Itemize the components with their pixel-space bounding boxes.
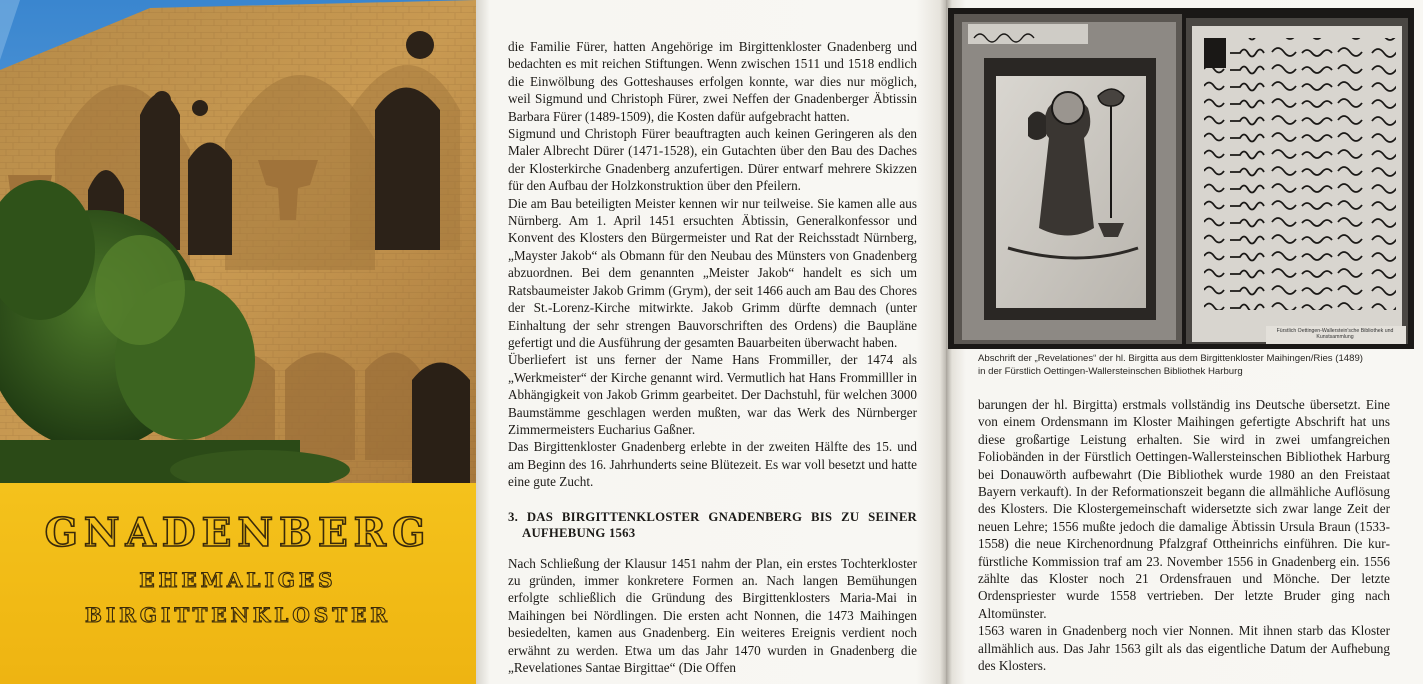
middle-text-column: [508, 38, 917, 676]
paragraph: Die am Bau beteiligten Meister kennen wir nur teilweise. Sie kamen alle aus Nürnberg. Am 1. April 1451 ersuchten Äbtissin, Generalkonfessor und Konvent des Klosters den Bürgermeister und Rat der Reichsstadt Nürnberg, „Mayster Jakob“ als Obmann für den Neubau des Münsters von Gnadenberg abzuordnen. Bei dem genannten „Meister Jakob“ handelt es sich um Ratsbaumeister Jakob Grimm (Grym), der seit 1466 auch am Bau des Chores der St.-Lorenz-Kirche mitwirkte. Jakob Grimm dürfte demnach (unter Einhaltung der sehr strengen Bauvorschriften des Ordens) die Baupläne gefertigt und die Ausführung der gesamten Bauarbeiten überwacht haben.: [508, 195, 917, 350]
paragraph: Sigmund und Christoph Fürer beauftragten auch keinen Geringeren als den Maler Albrecht Dürer (1471-1528), ein Gutachten über den Bau des Daches der Klosterkirche Gnadenberg anzufertigen. Dürer entwarf mehrere Skizzen für den Aufbau der Holzkonstruktion über den Pfeilern.: [508, 126, 917, 194]
cover-title: GNADENBERG: [44, 510, 432, 556]
manuscript-photo: [948, 8, 1414, 349]
paragraph: Überliefert ist uns ferner der Name Hans Frommiller, der 1474 als „Werkmeister“ der Kirche genannt wird. Vermutlich hat Hans Frommilller in Abhängigkeit von Jakob Grimm gearbeitet. Der Dachstuhl, für welchen 3000 Baumstämme geschlagen werden mußten, war das Werk des Nürnberger Zimmermeisters Eucharius Gaßner.: [508, 352, 917, 437]
paragraph: Nach Schließung der Klausur 1451 nahm der Plan, ein erstes Tochterkloster zu gründen, immer konkretere Formen an. Nach langen Bemühungen erfolgte schließlich die Gründung des Birgittenklosters Maria-Mai in Maihingen bei Nördlingen. Die ersten acht Nonnen, die 1473 Maihingen besiedelten, kamen aus Gnadenberg. Ein weiteres Ereignis verdient noch erwähnt zu werden. Etwa um das Jahr 1470 wurden in Gnadenberg die „Revelationes Santae Birgittae“ (Die Offen: [508, 555, 917, 675]
cover-subtitle-line2: BIRGITTENKLOSTER: [85, 603, 391, 627]
paragraph: Das Birgittenkloster Gnadenberg erlebte in der zweiten Hälfte des 15. und am Beginn des 16. Jahrhunderts seine Blütezeit. Es war voll besetzt und hatte eine gute Zucht.: [508, 439, 917, 490]
right-text-column: [978, 396, 1390, 675]
section-heading: 3. DAS BIRGITTENKLOSTER GNADENBERG BIS ZU SEINER AUFHEBUNG 1563: [508, 509, 917, 540]
caption-line: Abschrift der „Revelationes“ der hl. Birgitta aus dem Birgittenkloster Maihingen/Ries (1489): [978, 353, 1363, 364]
cover-panel: [0, 0, 476, 684]
paragraph: barungen der hl. Birgitta) erstmals vollständig ins Deutsche übersetzt. Eine von einem Ordensmann im Kloster Maihingen gefertigte Abschrift hat uns diese großartige Leistung erhalten. Sie wird in zwei umfangreichen Foliobänden in der Fürstlich Oettingen-Wallersteinschen Bibliothek Harburg bei Donauwörth aufbewahrt (Die Bibliothek wurde 1980 an den Freistaat Bayern verkauft). In der Reformationszeit begann die allmähliche Auflösung des Klosters. Die Klostergemeinschaft widersetzte sich zwar lange Zeit der neuen Lehre; 1556 mußte jedoch die damalige Äbtissin Ursula Braun (1533-1558) die neue Kirchenordnung Pfalzgraf Ottheinrichs einführen. Die kurfürstliche Kommission traf am 23. November 1556 in Gnadenberg ein. 1556 zählte das Kloster noch 21 Ordensfrauen und Mönche. Der letzte Ordenspriester wurde 1558 vertrieben. Der letzte Bruder ging nach Altomünster.: [978, 397, 1390, 621]
photo-caption: [978, 352, 1398, 378]
middle-page: [476, 0, 946, 684]
library-stamp: Fürstlich Oettingen-Wallerstein'sche Bibliothek und Kunstsammlung: [1276, 328, 1394, 340]
paragraph: die Familie Fürer, hatten Angehörige im Birgittenkloster Gnadenberg und bedachten es mit reichen Stiftungen. Wenn zwischen 1511 und 1518 endlich die Einwölbung des Gotteshauses erfolgen konnte, war dies nur möglich, weil Sigmund und Christoph Fürer, zwei Neffen der Gnadenberger Äbtissin Barbara Fürer (1489-1509), die Kosten dafür aufgebracht hatten.: [508, 39, 917, 124]
caption-line: in der Fürstlich Oettingen-Wallersteinschen Bibliothek Harburg: [978, 366, 1243, 377]
cover-subtitle-line1: EHEMALIGES: [139, 568, 337, 592]
paragraph: 1563 waren in Gnadenberg noch vier Nonnen. Mit ihnen starb das Kloster allmählich aus. Das Jahr 1563 gilt als das eigentliche Datum der Aufhebung des Klosters.: [978, 623, 1390, 674]
monastery-ruin-photo: [0, 0, 476, 483]
